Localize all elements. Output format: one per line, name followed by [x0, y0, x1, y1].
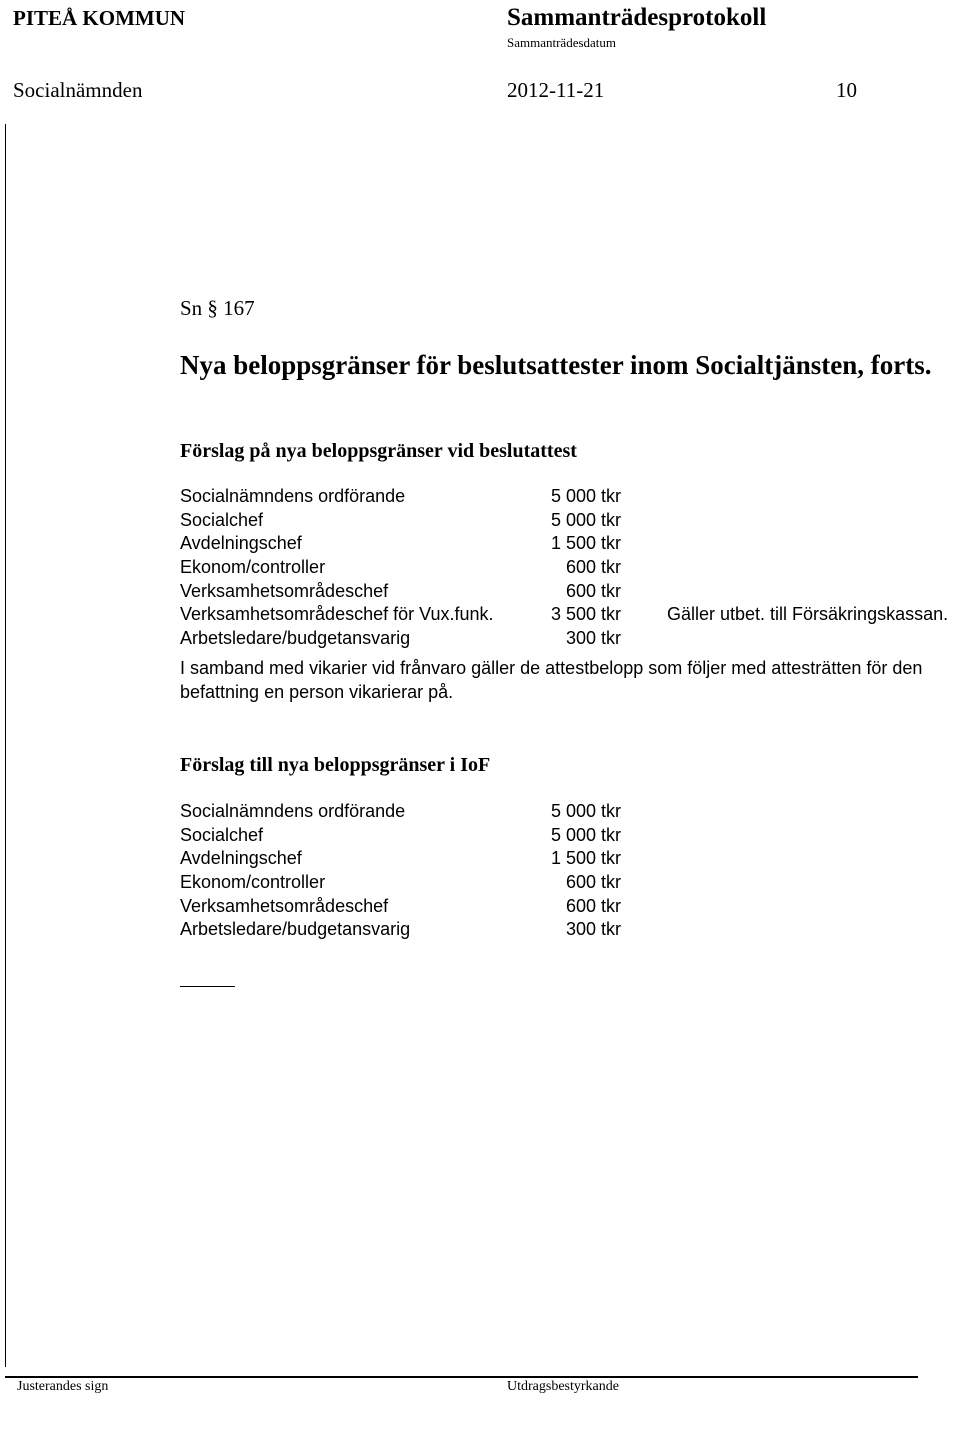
- amount-value: 5 000 tkr: [550, 486, 621, 506]
- amount-value: 600 tkr: [565, 580, 621, 601]
- proposal-1-table: [180, 486, 960, 652]
- role-label: Socialchef: [180, 824, 264, 845]
- role-label: Verksamhetsområdeschef: [180, 580, 389, 601]
- amount-note: Gäller utbet. till Försäkringskassan.: [667, 604, 949, 625]
- substitute-paragraph: I samband med vikarier vid frånvaro gäller de attestbelopp som följer med attesträtten för den befattning en person vikarierar på.: [180, 658, 923, 702]
- table-row: [180, 604, 960, 628]
- amount-value: 600 tkr: [565, 872, 621, 893]
- role-label: Verksamhetsområdeschef: [180, 895, 389, 916]
- amount-value: 300 tkr: [565, 919, 621, 940]
- table-row: [180, 872, 960, 896]
- section-end-rule: [180, 986, 235, 987]
- role-label: Avdelningschef: [180, 848, 302, 869]
- table-row: [180, 557, 960, 581]
- role-label: Ekonom/controller: [180, 557, 326, 578]
- justerandes-sign-label: Justerandes sign: [17, 1379, 109, 1394]
- table-row: [180, 486, 960, 510]
- amount-value: 1 500 tkr: [550, 533, 621, 554]
- organization-name: PITEÅ KOMMUN: [13, 6, 186, 30]
- committee-name: Socialnämnden: [13, 78, 143, 102]
- amount-value: 5 000 tkr: [550, 824, 621, 845]
- proposal-1-heading: Förslag på nya beloppsgränser vid beslutattest: [180, 440, 577, 462]
- table-row: [180, 510, 960, 534]
- table-row: [180, 581, 960, 605]
- table-row: [180, 801, 960, 825]
- table-row: [180, 533, 960, 557]
- footer-rule: [5, 1376, 918, 1378]
- role-label: Ekonom/controller: [180, 872, 326, 893]
- amount-value: 1 500 tkr: [550, 848, 621, 869]
- table-row: [180, 825, 960, 849]
- amount-value: 600 tkr: [565, 895, 621, 916]
- role-label: Socialnämndens ordförande: [180, 486, 406, 506]
- table-row: [180, 896, 960, 920]
- role-label: Avdelningschef: [180, 533, 302, 554]
- section-title: Nya beloppsgränser för beslutsattester inom Socialtjänsten, forts.: [180, 350, 932, 380]
- amount-value: 5 000 tkr: [550, 509, 621, 530]
- section-number: Sn § 167: [180, 296, 255, 320]
- utdragsbestyrkande-label: Utdragsbestyrkande: [507, 1379, 619, 1394]
- proposal-2-heading: Förslag till nya beloppsgränser i IoF: [180, 754, 491, 776]
- table-row: [180, 919, 960, 943]
- role-label: Socialnämndens ordförande: [180, 801, 406, 821]
- meeting-date: 2012-11-21: [507, 78, 605, 102]
- table-row: [180, 848, 960, 872]
- meeting-date-label: Sammanträdesdatum: [507, 35, 617, 50]
- left-margin-rule: [5, 124, 6, 1367]
- role-label: Verksamhetsområdeschef för Vux.funk.: [180, 604, 494, 625]
- role-label: Arbetsledare/budgetansvarig: [180, 628, 411, 649]
- role-label: Arbetsledare/budgetansvarig: [180, 919, 411, 940]
- amount-value: 3 500 tkr: [550, 604, 621, 625]
- amount-value: 600 tkr: [565, 557, 621, 578]
- amount-value: 300 tkr: [565, 628, 621, 649]
- role-label: Socialchef: [180, 509, 264, 530]
- page-number: 10: [836, 78, 857, 102]
- proposal-2-table: [180, 801, 960, 943]
- table-row: [180, 628, 960, 652]
- amount-value: 5 000 tkr: [550, 801, 621, 821]
- document-type-title: Sammanträdesprotokoll: [507, 4, 767, 31]
